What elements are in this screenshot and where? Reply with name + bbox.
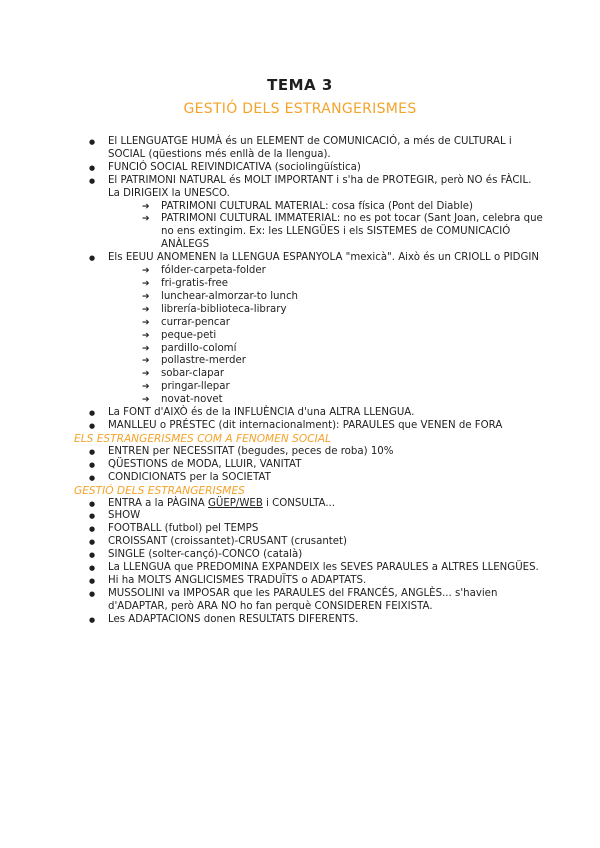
section-heading-fenomen-social: ELS ESTRANGERISMES COM A FENOMEN SOCIAL (74, 432, 331, 445)
arrow-item: ➔ peque-peti (108, 330, 544, 343)
arrow-item: ➔ lunchear-almorzar-to lunch (108, 291, 544, 304)
list-item: ● Les ADAPTACIONS donen RESULTATS DIFERENTS. (74, 614, 544, 627)
list-item (74, 175, 544, 252)
list-item-text: El PATRIMONI NATURAL és MOLT IMPORTANT i s'ha de PROTEGIR, però NO és FÀCIL. La DIRIGEIX la UNESCO. (108, 174, 532, 199)
list-item: ● La FONT d'AIXÒ és de la INFLUÈNCIA d'una ALTRA LLENGUA. (74, 407, 544, 420)
arrow-item: ➔ fólder-carpeta-folder (108, 265, 544, 278)
list-item: ● FUNCIÓ SOCIAL REIVINDICATIVA (sociolingüística) (74, 162, 544, 175)
list-item: ● La LLENGUA que PREDOMINA EXPANDEIX les SEVES PARAULES a ALTRES LLENGÜES. (74, 562, 544, 575)
list-item: ● SINGLE (solter-cançó)-CONCO (català) (74, 549, 544, 562)
arrow-item: ➔ PATRIMONI CULTURAL MATERIAL: cosa física (Pont del Diable) (108, 201, 544, 214)
list-item-text: i CONSULTA... (262, 497, 336, 509)
arrow-item: ➔ pollastre-merder (108, 355, 544, 368)
bullet-list-gestio (74, 498, 544, 627)
arrow-item: ➔ novat-novet (108, 394, 544, 407)
arrow-item: ➔ sobar-clapar (108, 368, 544, 381)
page-title: TEMA 3 (267, 76, 333, 94)
list-item-text: ENTRA a la PÀGINA (108, 497, 208, 509)
list-item: ● ENTREN per NECESSITAT (begudes, peces de roba) 10% (74, 446, 544, 459)
list-item: ● Hi ha MOLTS ANGLICISMES TRADUÏTS o ADAPTATS. (74, 575, 544, 588)
arrow-item: ➔ fri-gratis-free (108, 278, 544, 291)
list-item (74, 252, 544, 407)
section-heading-gestio: GESTIÓ DELS ESTRANGERISMES (74, 484, 245, 497)
web-link[interactable]: GÜEP/WEB (207, 497, 263, 509)
bullet-list-intro (74, 136, 544, 433)
list-item: ● El LLENGUATGE HUMÀ és un ELEMENT de COMUNICACIÓ, a més de CULTURAL i SOCIAL (qüestions més enllà de la llengua). (74, 136, 544, 162)
arrow-item: ➔ pardillo-colomí (108, 343, 544, 356)
list-item: ● FOOTBALL (futbol) pel TEMPS (74, 523, 544, 536)
arrow-list-patrimoni (108, 201, 544, 253)
list-item: ● SHOW (74, 510, 544, 523)
arrow-item: ➔ currar-pencar (108, 317, 544, 330)
arrow-item: ➔ librería-biblioteca-library (108, 304, 544, 317)
list-item: ● QÜESTIONS de MODA, LLUIR, VANITAT (74, 459, 544, 472)
list-item: ● MUSSOLINI va IMPOSAR que les PARAULES del FRANCÉS, ANGLÈS... s'havien d'ADAPTAR, però ARA NO ho fan perquè CONSIDEREN FEIXISTA. (74, 588, 544, 614)
arrow-item: ➔ pringar-llepar (108, 381, 544, 394)
notes-body (74, 136, 544, 627)
arrow-item: ➔ PATRIMONI CULTURAL IMMATERIAL: no es pot tocar (Sant Joan, celebra que no ens extingim. Ex: les LLENGÜES i els SISTEMES de COMUNICACIÓ ANÀLEGS (108, 213, 544, 252)
page-subtitle: GESTIÓ DELS ESTRANGERISMES (183, 101, 417, 117)
list-item: ● CONDICIONATS per la SOCIETAT (74, 472, 544, 485)
list-item-text: Els EEUU ANOMENEN la LLENGUA ESPANYOLA "mexicà". Això és un CRIOLL o PIDGIN (108, 252, 539, 264)
bullet-list-fenomen (74, 446, 544, 485)
list-item: ● CROISSANT (croissantet)-CRUSANT (crusantet) (74, 536, 544, 549)
arrow-list-words (108, 265, 544, 407)
list-item (74, 498, 544, 511)
list-item: ● MANLLEU o PRÉSTEC (dit internacionalment): PARAULES que VENEN de FORA (74, 420, 544, 433)
